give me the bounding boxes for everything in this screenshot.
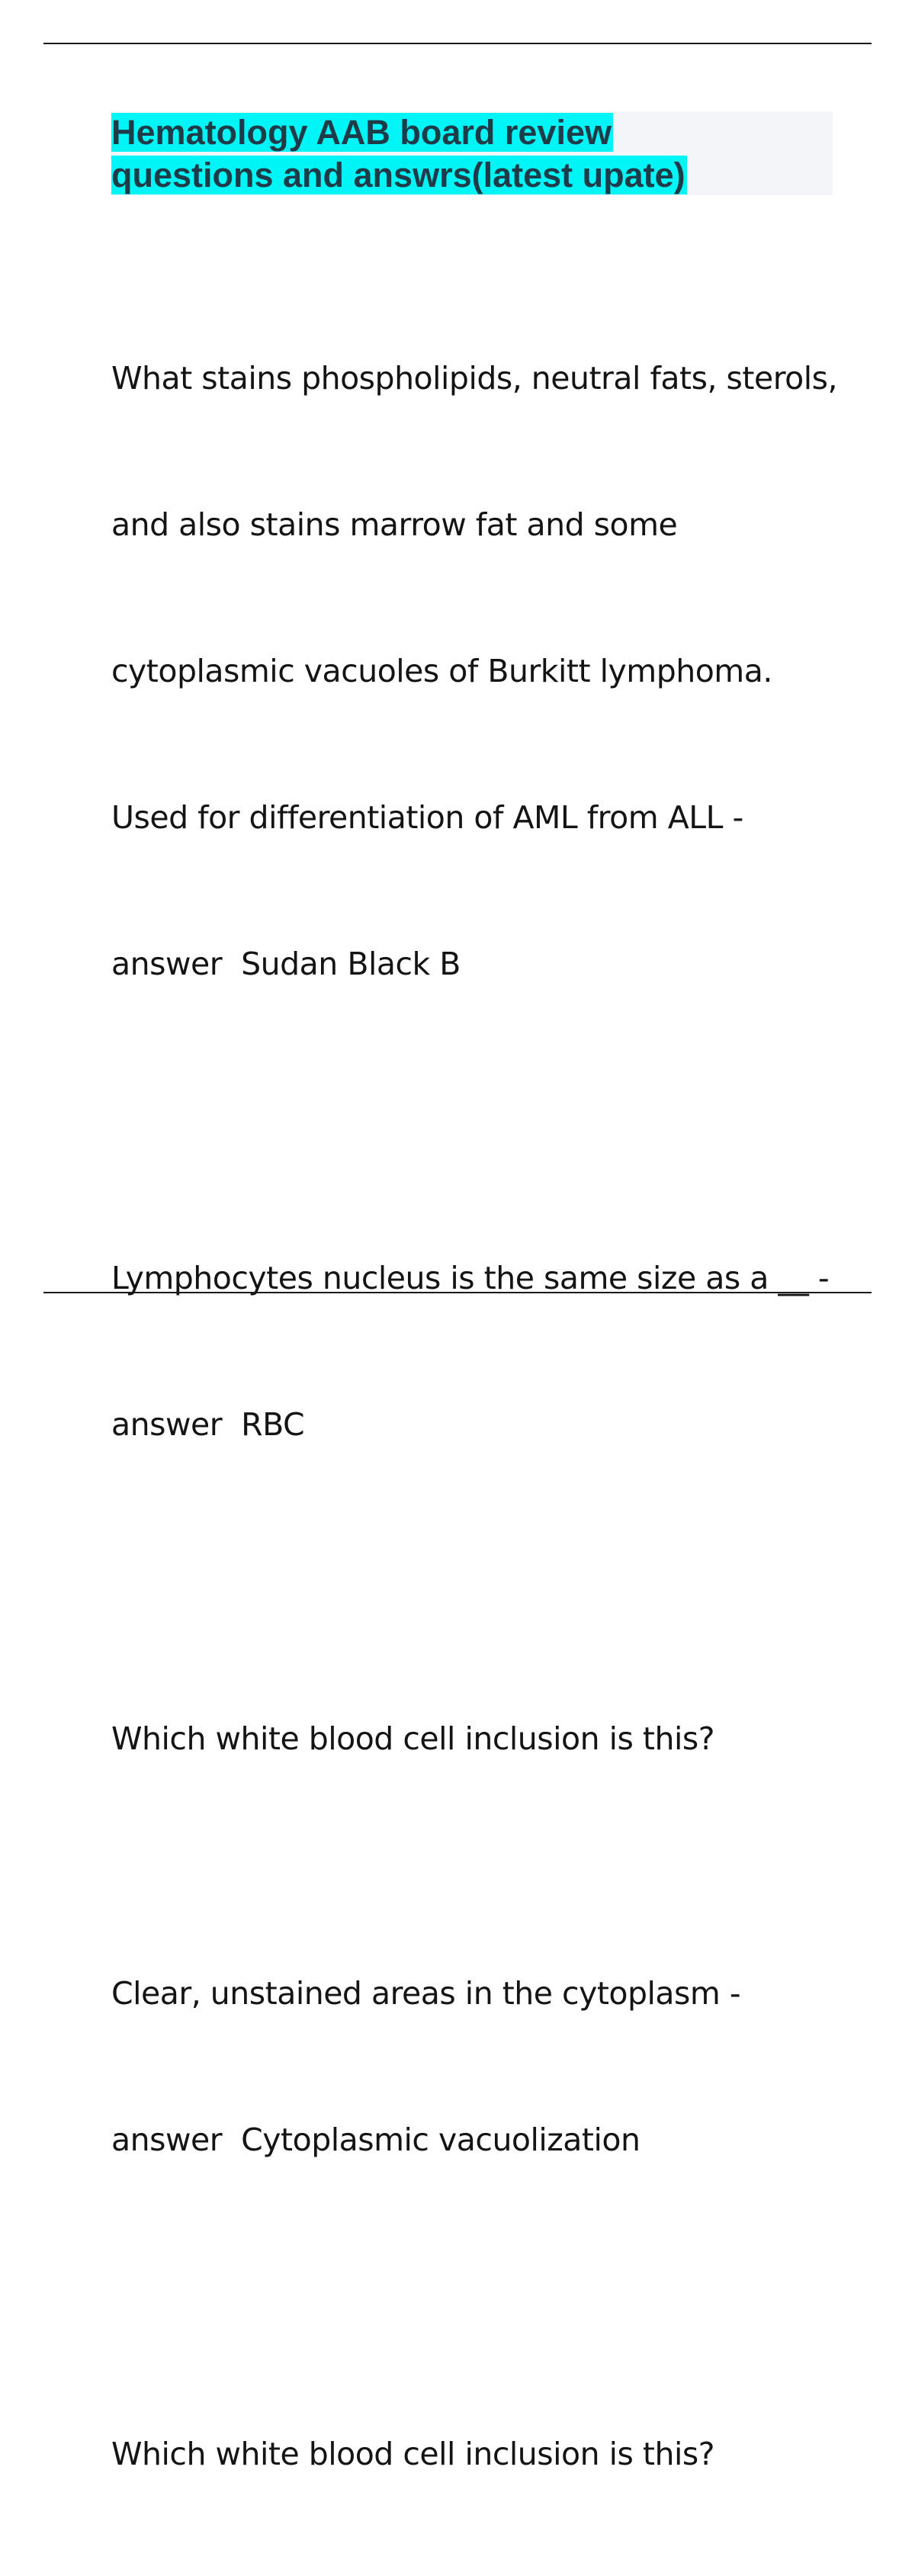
qa-line: Which white blood cell inclusion is this? [111,1720,714,1757]
qa-line: cytoplasmic vacuoles of Burkitt lymphoma. [111,653,772,689]
qa-item-lymphocyte-nucleus [111,1156,843,1547]
qa-line: Lymphocytes nucleus is the same size as a __ - [111,1260,830,1296]
qa-answer-line: answer RBC [111,1406,305,1443]
qa-line: What stains phospholipids, neutral fats, sterols, [111,360,838,397]
document-title [111,111,874,197]
qa-item-sudan-black [111,256,843,1086]
qa-line: and also stains marrow fat and some [111,506,678,543]
qa-line: Which white blood cell inclusion is this? [111,2436,714,2472]
qa-item-inclusion [111,2332,843,2576]
top-rule [43,43,872,44]
line-gap [111,1861,843,1871]
qa-answer-line: answer Sudan Black B [111,946,461,982]
bottom-rule [43,1292,872,1293]
title-line-2: questions and answrs(latest upate) [111,156,685,194]
qa-item-vacuolization [111,1617,843,2262]
title-line-1: Hematology AAB board review [111,113,612,152]
qa-line: Clear, unstained areas in the cytoplasm - [111,1975,741,2012]
qa-list [111,256,843,2576]
qa-line: Used for differentiation of AML from ALL - [111,799,743,836]
qa-answer-line: answer Cytoplasmic vacuolization [111,2122,640,2158]
